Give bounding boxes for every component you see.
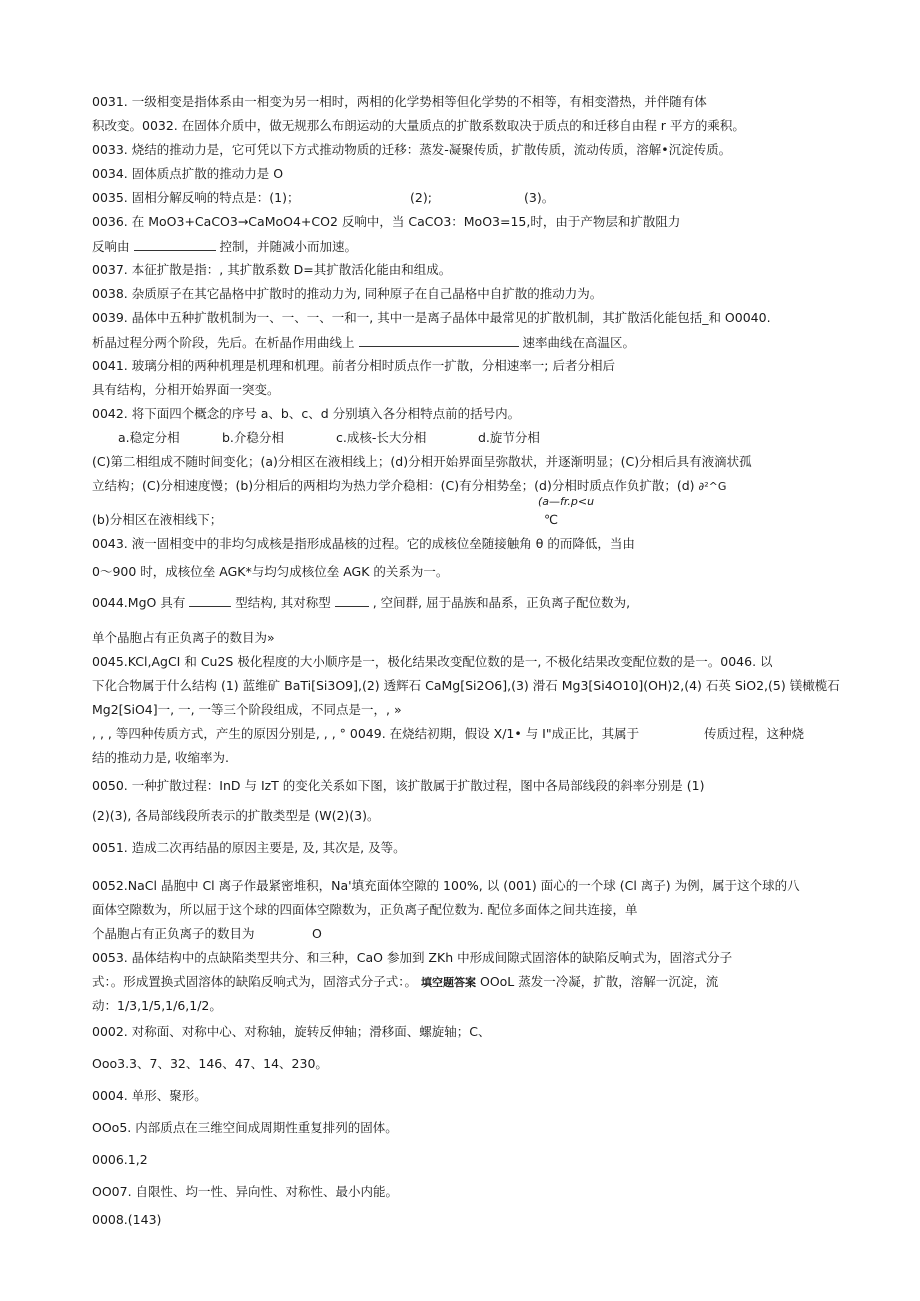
text-segment: 速率曲线在高温区。: [522, 335, 635, 350]
text-line: 0041. 玻璃分相的两种机理是机理和机理。前者分相时质点作一扩散，分相速率一; 后者分相后: [92, 358, 615, 373]
text-segment: 0044.MgO 具有: [92, 595, 186, 610]
option-c: c.成核-长大分相: [336, 430, 427, 445]
text-line: 0038. 杂质原子在其它晶格中扩散时的推动力为, 同种原子在自己晶格中自扩散的推动力为。: [92, 286, 603, 301]
text-line: [92, 334, 635, 351]
text-line: [92, 478, 726, 495]
text-line: 具有结构，分相开始界面一突变。: [92, 382, 280, 397]
text-line: (b)分相区在液相线下；: [92, 512, 223, 527]
text-line: 0031. 一级相变是指体系由一相变为另一相时，两相的化学势相等但化学势的不相等，有相变潜热，并伴随有体: [92, 94, 707, 109]
option-b: b.介稳分相: [222, 430, 284, 445]
text-line: 0004. 单形、聚形。: [92, 1088, 207, 1103]
text-line: 0042. 将下面四个概念的序号 a、b、c、d 分别填入各分相特点前的括号内。: [92, 406, 521, 421]
text-segment: 0035. 固相分解反响的特点是：(1)；: [92, 190, 300, 205]
degree-symbol: ℃: [544, 512, 559, 527]
text-segment: 析晶过程分两个阶段，先后。在析晶作用曲线上: [92, 335, 355, 350]
fill-blank: [189, 594, 231, 607]
text-line: (C)第二相组成不随时间变化；(a)分相区在液相线上；(d)分相开始界面呈弥散状，并逐渐明显；(C)分相后具有液滴状孤: [92, 454, 752, 469]
text-segment: , 空间群, 屈于晶族和晶系，正负离子配位数为,: [372, 595, 631, 610]
text-line: 面体空隙数为，所以屈于这个球的四面体空隙数为，正负离子配位数为. 配位多面体之间共连接，单: [92, 902, 638, 917]
fill-blank: [335, 594, 369, 607]
fill-blank: [359, 334, 519, 347]
text-segment: 型结构, 其对称型: [235, 595, 331, 610]
text-segment: (3)。: [524, 190, 555, 205]
text-line: 0050. 一种扩散过程：InD 与 IzT 的变化关系如下图，该扩散属于扩散过程，图中各局部线段的斜率分别是 (1): [92, 778, 705, 793]
text-line: 0〜900 时，成核位垒 AGK*与均匀成核位垒 AGK 的关系为一。: [92, 564, 449, 579]
text-segment: 传质过程，这种烧: [704, 726, 805, 741]
text-line: [92, 238, 357, 255]
text-line: OO07. 自限性、均一性、异向性、对称性、最小内能。: [92, 1184, 399, 1199]
text-line: 0002. 对称面、对称中心、对称轴，旋转反伸轴；滑移面、螺旋轴；C、: [92, 1024, 491, 1039]
text-line: 0053. 晶体结构中的点缺陷类型共分、和三种，CaO 参加到 ZKh 中形成间隙式固溶体的缺陷反响式为，固溶式分子: [92, 950, 733, 965]
text-line: [92, 974, 718, 991]
text-segment: (2);: [410, 190, 432, 205]
text-line: 单个晶胞占有正负离子的数目为»: [92, 630, 275, 645]
text-line: 0036. 在 MoO3+CaCO3→CaMoO4+CO2 反响中，当 CaCO3：MoO3=15,时，由于产物层和扩散阻力: [92, 214, 681, 229]
option-a: a.稳定分相: [118, 430, 180, 445]
text-line: 0037. 本征扩散是指：, 其扩散系数 D=其扩散活化能由和组成。: [92, 262, 452, 277]
text-line: 0052.NaCl 晶胞中 Cl 离子作最紧密堆积，Na'填充面体空隙的 100%, 以 (001) 面心的一个球 (Cl 离子) 为例，属于这个球的八: [92, 878, 800, 893]
text-line: 个晶胞占有正负离子的数目为: [92, 926, 255, 941]
text-segment: 立结构；(C)分相速度慢；(b)分相后的两相均为热力学介稳相：(C)有分相势垒；(d)分相时质点作负扩散；(d): [92, 478, 695, 493]
text-line: [92, 190, 299, 206]
option-d: d.旋节分相: [478, 430, 540, 445]
answer-heading: 填空题答案: [421, 976, 476, 989]
text-line: 0033. 烧结的推动力是，它可凭以下方式推动物质的迁移：蒸发-凝聚传质，扩散传质，流动传质，溶解•沉淀传质。: [92, 142, 732, 157]
text-line: Ooo3.3、7、32、146、47、14、230。: [92, 1056, 328, 1071]
text-line: 动：1/3,1/5,1/6,1/2。: [92, 998, 222, 1013]
text-line: 积改变。0032. 在固体介质中，做无规那么布朗运动的大量质点的扩散系数取决于质点的和迁移自由程 r 平方的乘积。: [92, 118, 745, 133]
text-segment: 控制，并随减小而加速。: [219, 239, 357, 254]
formula-fragment: (a—fr.p<u: [538, 495, 595, 508]
text-line: Mg2[SiO4]一, 一, 一等三个阶段组成，不同点是一，, »: [92, 702, 402, 717]
text-line: 0008.(143): [92, 1212, 162, 1227]
text-line: , , , 等四种传质方式，产生的原因分别是, , , ° 0049. 在烧结初期，假设 X/1• 与 I"成正比，其属于: [92, 726, 640, 741]
text-segment: 反响由: [92, 239, 130, 254]
text-line: 0039. 晶体中五种扩散机制为一、一、一、一和一, 其中一是离子晶体中最常见的扩散机制，其扩散活化能包括_和 O0040.: [92, 310, 771, 325]
fill-blank: [134, 238, 216, 251]
text-line: 0006.1,2: [92, 1152, 148, 1167]
text-line: 0043. 液一固相变中的非均匀成核是指形成晶核的过程。它的成核位垒随接触角 θ 的而降低，当由: [92, 536, 635, 551]
text-line: 结的推动力是, 收缩率为.: [92, 750, 229, 765]
formula-fragment: ∂²^G: [698, 480, 727, 493]
text-line: OOo5. 内部质点在三维空间成周期性重复排列的固体。: [92, 1120, 398, 1135]
text-line: (2)(3), 各局部线段所表示的扩散类型是 (W(2)(3)。: [92, 808, 380, 823]
text-segment: OOoL 蒸发一冷凝，扩散，溶解一沉淀，流: [479, 974, 719, 989]
text-line: 0051. 造成二次再结晶的原因主要是, 及, 其次是, 及等。: [92, 840, 406, 855]
text-line: 下化合物属于什么结构 (1) 蓝维矿 BaTi[Si3O9],(2) 透辉石 CaMg[Si2O6],(3) 滑石 Mg3[Si4O10](OH)2,(4) 石英 SiO2,(5) 镁橄榄石: [92, 678, 840, 693]
text-segment: 式：。形成置换式固溶体的缺陷反响式为，固溶式分子式：。: [92, 974, 418, 989]
text-line: [92, 594, 630, 611]
text-line: 0034. 固体质点扩散的推动力是 O: [92, 166, 284, 181]
text-line: 0045.KCl,AgCI 和 Cu2S 极化程度的大小顺序是一，极化结果改变配位数的是一, 不极化结果改变配位数的是一。0046. 以: [92, 654, 773, 669]
text-segment: O: [312, 926, 322, 941]
